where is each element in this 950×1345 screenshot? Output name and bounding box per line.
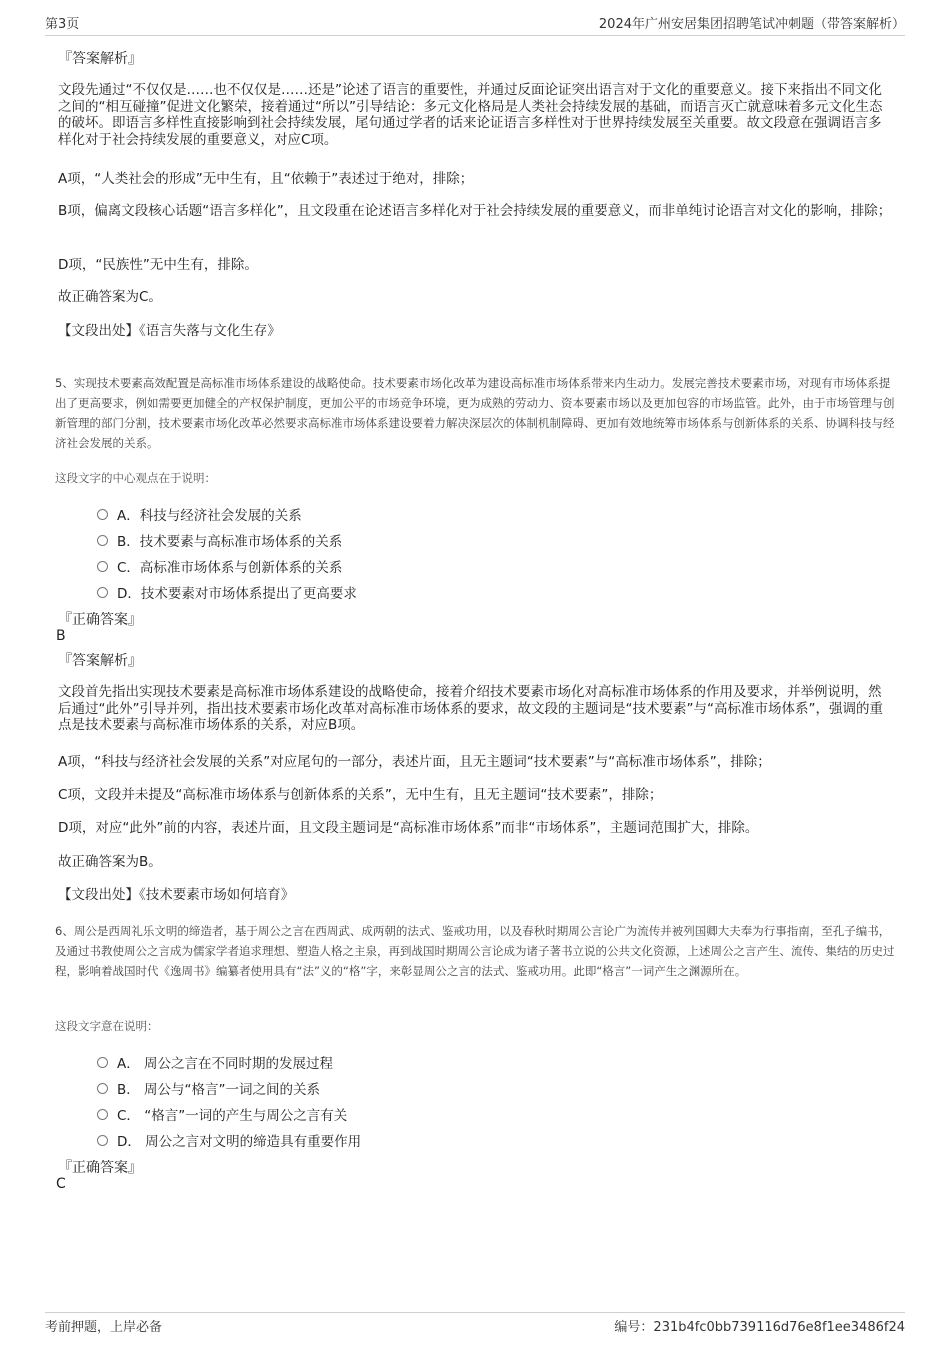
radio-icon[interactable] xyxy=(97,509,108,520)
q5-option-b[interactable] xyxy=(97,530,342,550)
option-d-analysis: D项，对应“此外”前的内容，表述片面，且文段主题词是“高标准市场体系”而非“市场体系”，主题词范围扩大，排除。 xyxy=(58,820,759,836)
answer-value: B xyxy=(56,628,66,644)
q6-option-d[interactable] xyxy=(97,1130,361,1150)
option-label: C． “格言”一词的产生与周公之言有关 xyxy=(117,1108,348,1124)
option-d-analysis: D项，“民族性”无中生有，排除。 xyxy=(58,257,258,273)
radio-icon[interactable] xyxy=(97,1057,108,1068)
question-6-stem: 6、周公是西周礼乐文明的缔造者，基于周公之言在西周武、成两朝的法式、鉴戒功用，以及春秋时期周公言论广为流传并被列国卿大夫奉为行事指南，至孔子编书，及通过书教使周公之言成为儒家学者追求理想、塑造人格之主泉，再到战国时期周公言论成为诸子著书立说的公共文化资源，上述周公之言产生、流传、集结的历史过程，影响着战国时代《逸周书》编纂者使用具有“法”义的“格”字，来彰显周公之言的法式、鉴戒功用。此即“格言”一词产生之渊源所在。 xyxy=(55,924,895,978)
q5-option-d[interactable] xyxy=(97,582,357,602)
question-5-prompt: 这段文字的中心观点在于说明： xyxy=(55,471,216,485)
document-code: 编号：231b4fc0bb739116d76e8f1ee3486f24 xyxy=(614,1320,905,1335)
option-a-analysis: A项，“人类社会的形成”无中生有，且“依赖于”表述过于绝对，排除； xyxy=(58,171,474,187)
page-number: 第3页 xyxy=(45,17,80,32)
analysis-label: 『答案解析』 xyxy=(58,653,142,669)
document-title: 2024年广州安居集团招聘笔试冲刺题（带答案解析） xyxy=(598,17,905,32)
radio-icon[interactable] xyxy=(97,587,108,598)
radio-icon[interactable] xyxy=(97,535,108,546)
q5-option-a[interactable] xyxy=(97,504,302,524)
answer-label: 『正确答案』 xyxy=(58,1160,142,1176)
page-header xyxy=(45,12,905,36)
answer-label: 『正确答案』 xyxy=(58,612,142,628)
q6-option-a[interactable] xyxy=(97,1052,333,1072)
radio-icon[interactable] xyxy=(97,561,108,572)
question-6-prompt: 这段文字意在说明： xyxy=(55,1019,159,1033)
radio-icon[interactable] xyxy=(97,1083,108,1094)
source: 【文段出处】《技术要素市场如何培育》 xyxy=(58,887,295,903)
option-label: D．技术要素对市场体系提出了更高要求 xyxy=(117,586,357,602)
page-footer xyxy=(45,1312,905,1336)
option-b-analysis: B项，偏离文段核心话题“语言多样化”，且文段重在论述语言多样化对于社会持续发展的重要意义，而非单纯讨论语言对文化的影响，排除； xyxy=(58,203,892,219)
option-a-analysis: A项，“科技与经济社会发展的关系”对应尾句的一部分，表述片面，且无主题词“技术要素”与“高标准市场体系”，排除； xyxy=(58,754,771,770)
answer-value: C xyxy=(56,1176,66,1192)
option-label: B．技术要素与高标准市场体系的关系 xyxy=(117,534,343,550)
q6-option-c[interactable] xyxy=(97,1104,347,1124)
analysis-text: 文段首先指出实现技术要素是高标准市场体系建设的战略使命，接着介绍技术要素市场化对高标准市场体系的作用及要求，并举例说明，然后通过“此外”引导并列，指出技术要素市场化改革对高标准市场体系的要求，故文段的主题词是“技术要素”与“高标准市场体系”，强调的重点是技术要素与高标准市场体系的关系，对应B项。 xyxy=(58,684,883,733)
radio-icon[interactable] xyxy=(97,1109,108,1120)
q5-option-c[interactable] xyxy=(97,556,342,576)
option-c-analysis: C项，文段并未提及“高标准市场体系与创新体系的关系”，无中生有，且无主题词“技术要素”，排除； xyxy=(58,787,663,803)
source: 【文段出处】《语言失落与文化生存》 xyxy=(58,323,281,339)
conclusion: 故正确答案为B。 xyxy=(58,854,162,870)
question-5-stem: 5、实现技术要素高效配置是高标准市场体系建设的战略使命。技术要素市场化改革为建设高标准市场体系带来内生动力。发展完善技术要素市场，对现有市场体系提出了更高要求，例如需要更加健全的产权保护制度，更加公平的市场竞争环境，更为成熟的劳动力、资本要素市场以及更加包容的市场监管。此外，由于市场管理与创新管理的部门分割，技术要素市场化改革必然要求高标准市场体系建设要着力解决深层次的体制机制障碍、更加有效地统筹市场体系与创新体系的关系、协调科技与经济社会发展的关系。 xyxy=(55,376,895,450)
radio-icon[interactable] xyxy=(97,1135,108,1146)
analysis-label: 『答案解析』 xyxy=(58,51,142,67)
option-label: B． 周公与“格言”一词之间的关系 xyxy=(117,1082,321,1098)
option-label: A． 周公之言在不同时期的发展过程 xyxy=(117,1056,334,1072)
analysis-text: 文段先通过“不仅仅是……也不仅仅是……还是”论述了语言的重要性，并通过反面论证突出语言对于文化的重要意义。接下来指出不同文化之间的“相互碰撞”促进文化繁荣，接着通过“所以”引导结论：多元文化格局是人类社会持续发展的基础，而语言灭亡就意味着多元文化生态的破坏。即语言多样性直接影响到社会持续发展，尾句通过学者的话来论证语言多样性对于世界持续发展至关重要。故文段意在强调语言多样化对于社会持续发展的重要意义，对应C项。 xyxy=(58,82,883,148)
q6-option-b[interactable] xyxy=(97,1078,320,1098)
option-label: D． 周公之言对文明的缔造具有重要作用 xyxy=(117,1134,362,1150)
footer-slogan: 考前押题，上岸必备 xyxy=(45,1320,163,1335)
option-label: A．科技与经济社会发展的关系 xyxy=(117,508,302,524)
option-label: C．高标准市场体系与创新体系的关系 xyxy=(117,560,343,576)
conclusion: 故正确答案为C。 xyxy=(58,289,162,305)
